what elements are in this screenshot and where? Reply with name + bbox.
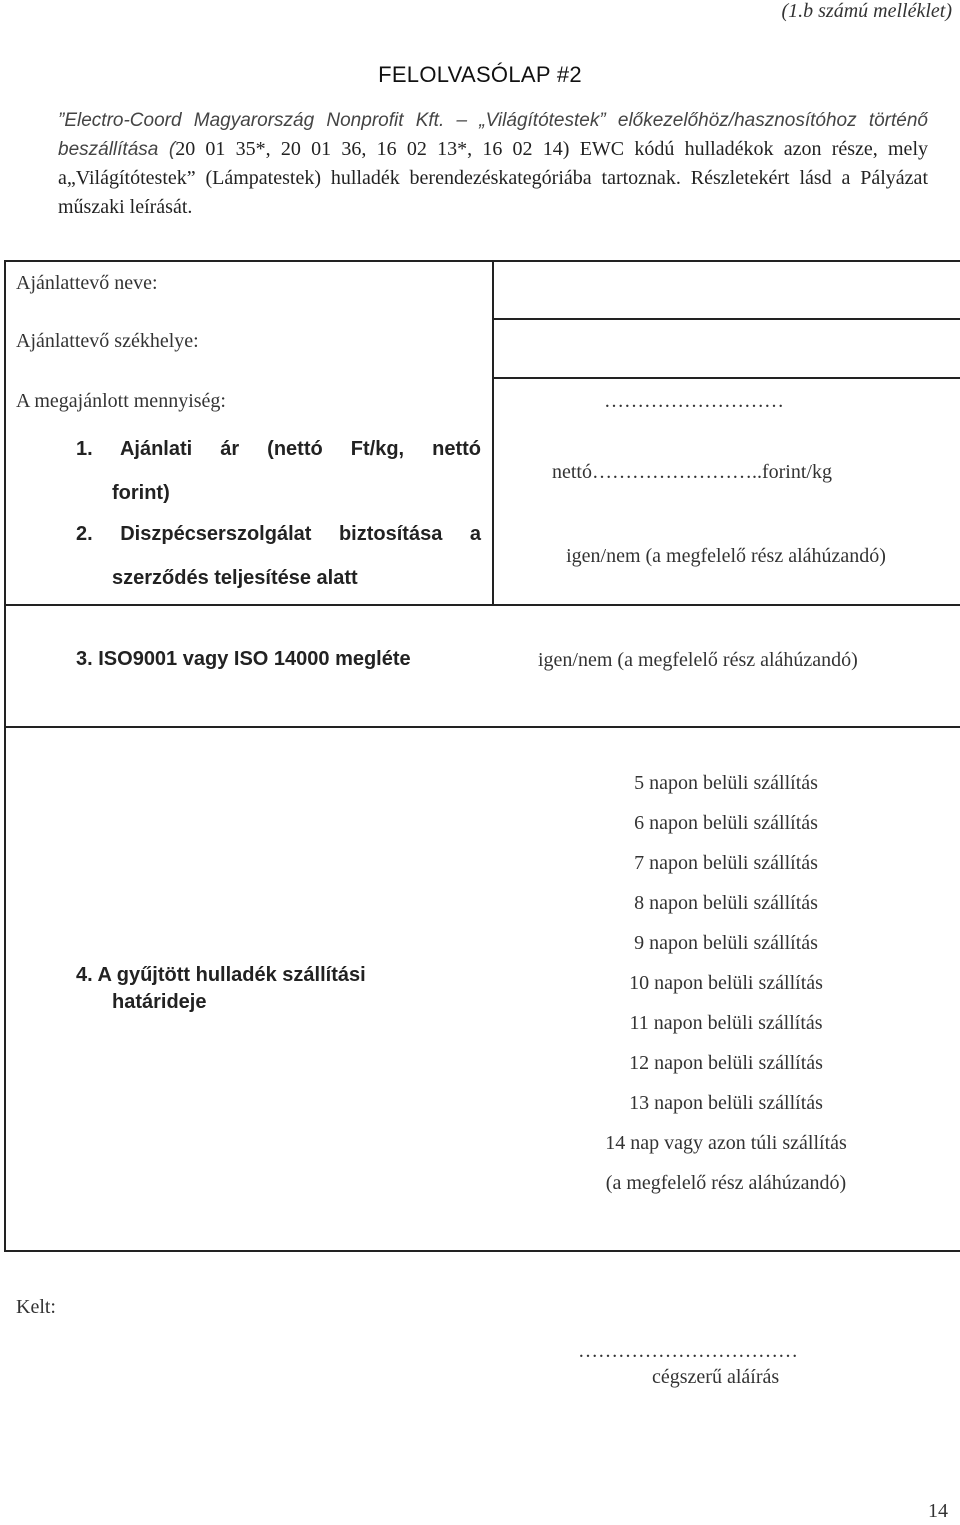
item3-value-field[interactable]: igen/nem (a megfelelő rész aláhúzandó) <box>538 649 858 671</box>
table1-row2-sep <box>492 377 960 379</box>
item4-label-line1: 4. A gyűjtött hulladék szállítási <box>76 964 366 986</box>
intro-italic: ”Electro-Coord Magyarország Nonprofit Kft. – „Világítótestek” előkezelőhöz/hasznosítóhoz történő beszállítása ( <box>58 110 928 160</box>
intro-paragraph <box>58 106 928 222</box>
table1-bottom-border <box>4 604 960 606</box>
table1-row1-sep <box>492 318 960 320</box>
item2-value-field[interactable]: igen/nem (a megfelelő rész aláhúzandó) <box>566 545 886 567</box>
bidder-name-label: Ajánlattevő neve: <box>16 272 158 294</box>
table3-bottom-border <box>4 1250 960 1252</box>
signature-line[interactable]: …………………………… <box>578 1340 798 1362</box>
delivery-option[interactable]: 9 napon belüli szállítás <box>634 932 818 954</box>
intro-rest: 20 01 35*, 20 01 36, 16 02 13*, 16 02 14) EWC kódú hulladékok azon része, mely a„Világítótestek” (Lámpatestek) hulladék berendezéskategóriába tartoznak. Részletekért lásd a Pályázat műszaki leírását. <box>58 138 928 218</box>
item4-label-line2: határideje <box>112 991 207 1013</box>
bidder-seat-label: Ajánlattevő székhelye: <box>16 330 199 352</box>
delivery-option[interactable]: 11 napon belüli szállítás <box>629 1012 823 1034</box>
quantity-label: A megajánlott mennyiség: <box>16 390 226 412</box>
delivery-option[interactable]: 7 napon belüli szállítás <box>634 852 818 874</box>
item2-label-line2: szerződés teljesítése alatt <box>112 567 358 589</box>
item3-label: 3. ISO9001 vagy ISO 14000 megléte <box>76 648 411 670</box>
delivery-option[interactable]: 10 napon belüli szállítás <box>629 972 823 994</box>
table3-left-border <box>4 726 6 1252</box>
date-label: Kelt: <box>16 1296 56 1318</box>
delivery-option-note: (a megfelelő rész aláhúzandó) <box>605 1172 847 1194</box>
delivery-option[interactable]: 12 napon belüli szállítás <box>629 1052 823 1074</box>
delivery-option[interactable]: 6 napon belüli szállítás <box>634 812 818 834</box>
delivery-option[interactable]: 5 napon belüli szállítás <box>634 772 818 794</box>
item1-label-line1: 1. Ajánlati ár (nettó Ft/kg, nettó <box>76 438 481 460</box>
item1-label-line2: forint) <box>112 482 170 504</box>
signature-label: cégszerű aláírás <box>652 1366 780 1388</box>
item2-label-line1: 2. Diszpécserszolgálat biztosítása a <box>76 523 481 545</box>
table1-left-border <box>4 260 6 606</box>
delivery-option[interactable]: 8 napon belüli szállítás <box>634 892 818 914</box>
quantity-value-field[interactable]: ……………………… <box>604 390 784 412</box>
table2-bottom-border <box>4 726 960 728</box>
delivery-option[interactable]: 13 napon belüli szállítás <box>629 1092 823 1114</box>
page-number: 14 <box>928 1500 948 1522</box>
table1-top-border <box>4 260 960 262</box>
annex-label: (1.b számú melléklet) <box>781 0 952 22</box>
item1-value-field[interactable]: nettó……………………..forint/kg <box>552 461 832 483</box>
table2-top-border <box>4 604 6 726</box>
page-title: FELOLVASÓLAP #2 <box>378 62 582 87</box>
delivery-option[interactable]: 14 nap vagy azon túli szállítás <box>605 1132 847 1154</box>
